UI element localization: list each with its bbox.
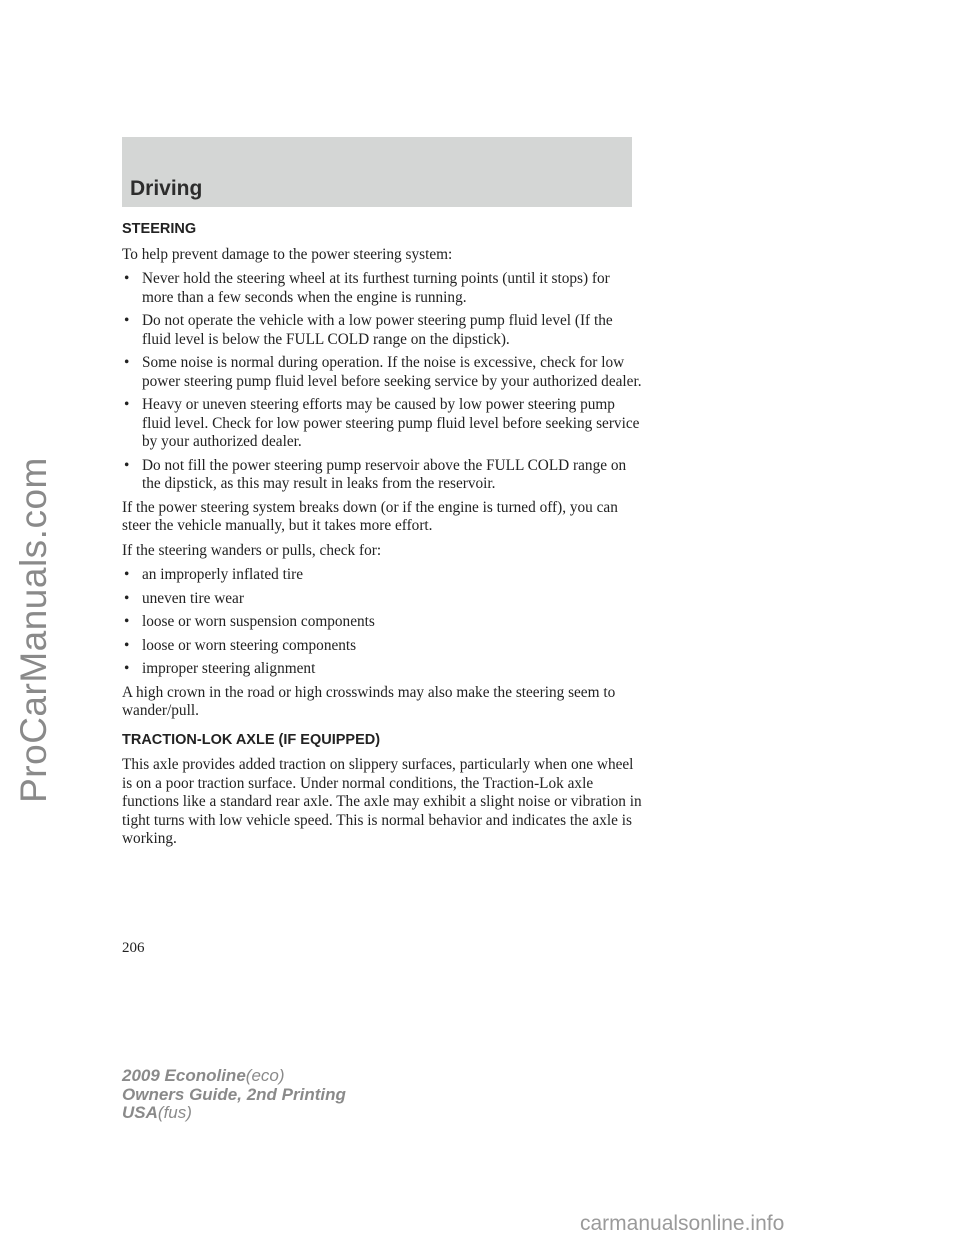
footer-model-code: (eco): [245, 1066, 285, 1085]
list-item: • Heavy or uneven steering efforts may be caused by low power steering pump fluid level. Check for low power steering pump fluid level before seeking service by your authorized dealer.: [124, 396, 640, 450]
bullet-icon: •: [124, 312, 130, 329]
footer-model: 2009 Econoline: [122, 1066, 246, 1085]
bullet-icon: •: [124, 456, 130, 474]
breakdown-paragraph: If the power steering system breaks down (or if the engine is turned off), you can steer the vehicle manually, but it takes more effort.: [122, 498, 618, 534]
list-item: • an improperly inflated tire: [124, 566, 303, 583]
bullet-icon: •: [124, 566, 130, 583]
section-header: [122, 137, 632, 207]
footer-market: USA: [122, 1103, 158, 1122]
steering-heading: STEERING: [122, 221, 197, 237]
page-number: 206: [122, 940, 145, 956]
crown-paragraph: A high crown in the road or high crosswinds may also make the steering seem to wander/pull.: [122, 683, 616, 719]
list-item: • Some noise is normal during operation. If the noise is excessive, check for low power steering pump fluid level before seeking service by your authorized dealer.: [124, 354, 642, 390]
list-item: • Do not fill the power steering pump reservoir above the FULL COLD range on the dipstick, as this may result in leaks from the reservoir.: [124, 456, 627, 492]
list-item: • loose or worn steering components: [124, 636, 357, 654]
list-item: • loose or worn suspension components: [124, 613, 375, 630]
bullet-icon: •: [124, 589, 130, 607]
bullet-icon: •: [124, 660, 130, 677]
list-item: • improper steering alignment: [124, 660, 316, 677]
steering-intro: To help prevent damage to the power steering system:: [122, 245, 453, 263]
traction-heading: TRACTION-LOK AXLE (IF EQUIPPED): [122, 731, 381, 748]
section-title: Driving: [130, 177, 203, 200]
bullet-icon: •: [124, 636, 130, 654]
footer-edition: Owners Guide, 2nd Printing: [122, 1084, 346, 1104]
list-item: • Do not operate the vehicle with a low power steering pump fluid level (If the fluid level is below the FULL COLD range on the dipstick).: [124, 312, 613, 348]
side-watermark: [4, 80, 64, 1180]
list-item: • Never hold the steering wheel at its furthest turning points (until it stops) for more than a few seconds when the engine is running.: [124, 270, 610, 306]
footer-market-code: (fus): [157, 1103, 192, 1122]
bullet-icon: •: [124, 270, 130, 287]
bullet-icon: •: [124, 396, 130, 413]
side-watermark-text: ProCarManuals.com: [13, 457, 55, 803]
bottom-watermark: carmanualsonline.info: [580, 1212, 785, 1235]
list-item: • uneven tire wear: [124, 589, 244, 607]
bullet-icon: •: [124, 613, 130, 630]
bullet-icon: •: [124, 354, 130, 371]
check-list: [122, 566, 642, 679]
wanders-paragraph: If the steering wanders or pulls, check for:: [122, 541, 382, 559]
document-footer: [122, 1067, 346, 1123]
traction-paragraph: This axle provides added traction on slippery surfaces, particularly when one wheel is on a poor traction surface. Under normal conditions, the Traction-Lok axle functions like a standard rear axle. The axle may exhibit a slight noise or vibration in tight turns with low vehicle speed. This is normal behavior and indicates the axle is working.: [122, 756, 642, 847]
page-content: [122, 220, 642, 855]
steering-warning-list: [122, 270, 642, 494]
